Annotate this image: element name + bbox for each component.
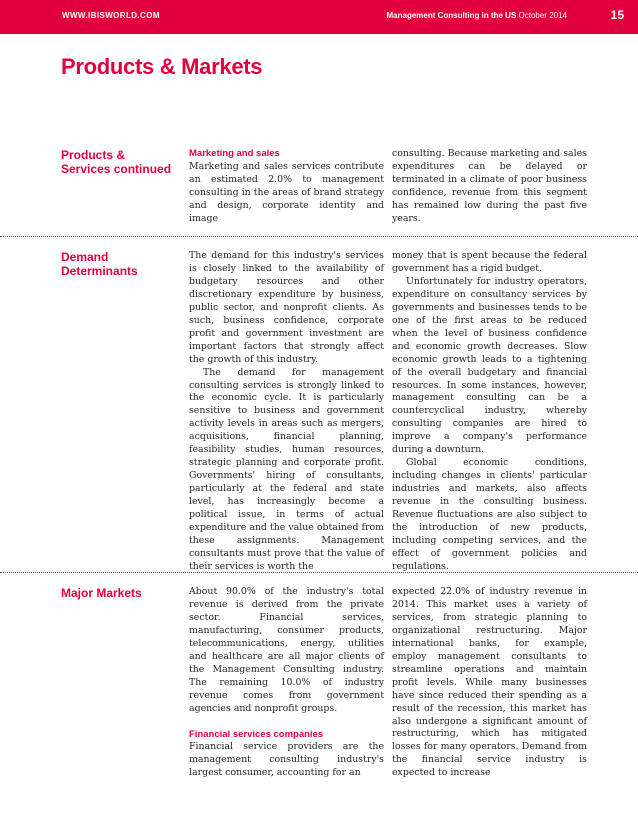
column-right (392, 586, 587, 780)
column-left (189, 250, 384, 574)
section-label: Products & Services continued (61, 148, 172, 176)
column-right (392, 148, 587, 226)
section-label: Demand Determinants (61, 250, 138, 278)
paragraph: Financial service providers are the management consulting industry's largest consumer, accounting for an (189, 741, 384, 779)
paragraph: The demand for this industry's services is closely linked to the availability of budgetary resources and other discretionary expenditure by business, public sector, and nonprofit clients. As such, business confidence, corporate profit and government investment are important factors that strongly affect the growth of this industry. (189, 250, 384, 365)
header-bar (0, 0, 638, 34)
report-date: October 2014 (518, 11, 567, 20)
column-right (392, 250, 587, 574)
subheading: Marketing and sales (189, 148, 280, 159)
paragraph: The demand for management consulting services is strongly linked to the economic cycle. It is particularly sensitive to business and government activity levels in areas such as mergers, acquisitions, financial planning, feasibility studies, human resources, strategic planning and corporate profit. Governments' hiring of consultants, particularly at the federal and state level, has increasingly become a political issue, in terms of actual expenditure and the value obtained from these assignments. Management consultants must prove that the value of their services is worth the (189, 366, 384, 572)
report-info (387, 11, 568, 20)
section-divider (0, 572, 638, 573)
paragraph: money that is spent because the federal government has a rigid budget. (392, 250, 587, 274)
page-title: Products & Markets (61, 54, 263, 79)
report-title: Management Consulting in the US (386, 11, 517, 20)
website-link[interactable]: WWW.IBISWORLD.COM (62, 11, 160, 20)
subheading: Financial services companies (189, 728, 324, 740)
column-left (189, 148, 384, 226)
paragraph: expected 22.0% of industry revenue in 2014. This market uses a variety of services, from strategic planning to organizational restructuring. Major international banks, for example, employ management consultants to streamline operations and maintain profit levels. While many businesses have since reduced their spending as a result of the recession, this market has also undergone a significant amount of restructuring, which has mitigated losses for many operators. Demand from the financial service industry is expected to increase (392, 586, 587, 779)
paragraph: Marketing and sales services contribute an estimated 2.0% to management consulting in the areas of brand strategy and design, corporate identity and image (189, 160, 384, 224)
section-divider (0, 236, 638, 237)
page-number: 15 (610, 8, 624, 22)
paragraph: Unfortunately for industry operators, expenditure on consultancy services by governments and businesses tends to be one of the first areas to be reduced when the level of business confidence and economic growth decreases. Slow economic growth leads to a tightening of the overall budgetary and financial resources. In some instances, however, management consulting can be a countercyclical industry, whereby consulting companies are hired to improve a company's performance during a downturn. (392, 275, 587, 456)
paragraph: Global economic conditions, including changes in clients' particular industries and markets, also affects revenue in the consulting business. Revenue fluctuations are also subject to the introduction of new products, including competing services, and the effect of government policies and regulations. (392, 457, 587, 572)
section-label: Major Markets (61, 586, 142, 600)
column-left (189, 586, 384, 780)
paragraph: consulting. Because marketing and sales expenditures can be delayed or terminated in a climate of poor business confidence, revenue from this segment has remained low during the past five years. (392, 148, 587, 224)
paragraph: About 90.0% of the industry's total revenue is derived from the private sector. Financial services, manufacturing, consumer products, telecommunications, energy, utilities and healthcare are all major clients of the Management Consulting industry. The remaining 10.0% of industry revenue comes from government agencies and nonprofit groups. (189, 586, 384, 714)
